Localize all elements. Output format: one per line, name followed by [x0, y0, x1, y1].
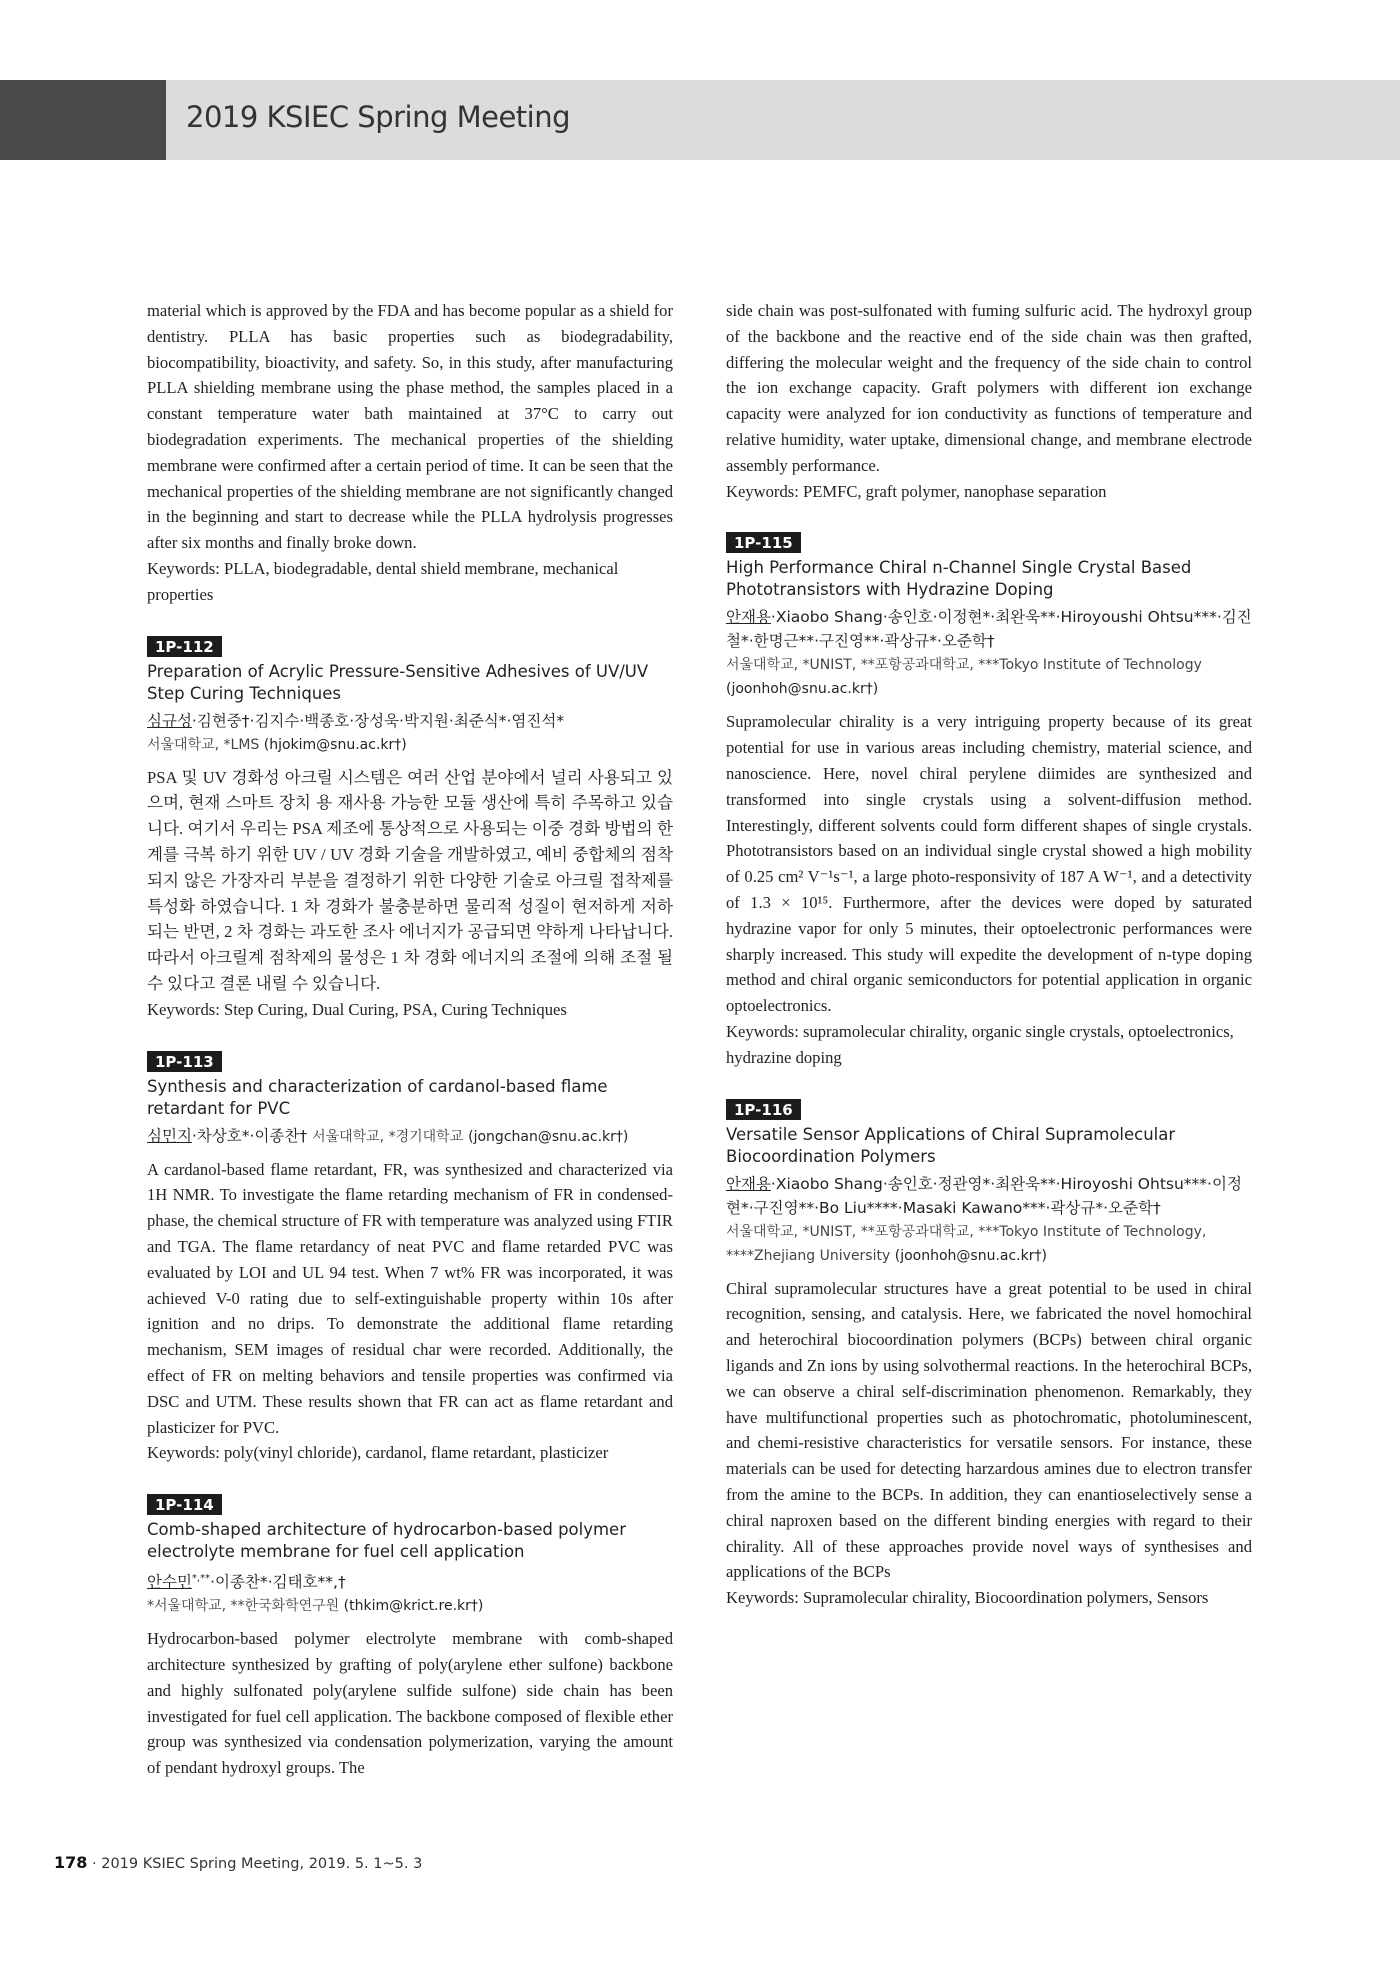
affiliation-text: 서울대학교, *LMS [147, 736, 260, 753]
abstract-body: A cardanol-based flame retardant, FR, was synthesized and characterized via 1H NMR. To investigate the flame retarding mechanism of FR in condensed-phase, the chemical structure of FR with temperature was analyzed using FTIR and TGA. The flame retardancy of neat PVC and flame retarded PVC was evaluated by LOI and UL 94 test. When 7 wt% FR was incorporated, it was achieved V-0 rating due to self-extinguishable property within 10s after ignition and no drips. To demonstrate the additional flame retarding mechanism, SEM images of residual char were recorded. Additionally, the effect of FR on melting behaviors and tensile properties was confirmed via DSC and UTM. These results shown that FR can act as flame retardant and plasticizer for PVC. [147, 1159, 673, 1437]
affiliation-text: *서울대학교, **한국화학연구원 [147, 1598, 340, 1615]
continued-abstract: side chain was post-sulfonated with fuming sulfuric acid. The hydroxyl group of the backbone and the reactive end of the side chain was then grafted, differing the molecular weight and the frequency of the side chain to control the ion exchange capacity. Graft polymers with different ion exchange capacity were analyzed for ion conductivity as functions of temperature and relative humidity, water uptake, dimensional change, and membrane electrode assembly performance. [726, 301, 1252, 475]
contact-email: (jongchan@snu.ac.kr†) [468, 1128, 629, 1145]
abstract-title: High Performance Chiral n-Channel Single Crystal Based Phototransistors with Hydrazine Doping [726, 558, 1192, 600]
presenter-name: 안재용 [726, 608, 771, 627]
affiliation [147, 733, 673, 757]
affiliation [726, 653, 1252, 701]
header-tab [0, 80, 166, 160]
section-1p-115 [726, 532, 1252, 1070]
presenter-name: 안재용 [726, 1174, 771, 1193]
abstract-body: Chiral supramolecular structures have a great potential to be used in chiral recognition, sensing, and catalysis. Here, we fabricated the novel homochiral and heterochiral biocoordination polymers (BCPs) between chiral organic ligands and Zn ions by using solvothermal reactions. In the heterochiral BCPs, we can observe a chiral self-discrimination phenomenon. Remarkably, they have multifunctional properties such as photochromatic, photoluminescent, and chemi-resistive characteristics for versatile sensors. For instance, these materials can be used for detecting harzardous amines due to electron transfer from the amine to the BCPs. In addition, they can enantioselectively sense a chiral naproxen based on the different binding energies with regard to their chirality. All of these approaches provide novel ways of synthesises and applications of the BCPs [726, 1278, 1252, 1582]
footer-text: · 2019 KSIEC Spring Meeting, 2019. 5. 1~5. 3 [87, 1856, 423, 1872]
right-column [726, 298, 1252, 1611]
abstract-keywords: Keywords: Supramolecular chirality, Biocoordination polymers, Sensors [726, 1588, 1209, 1608]
affiliation [726, 1220, 1252, 1268]
abstract-keywords: Keywords: Step Curing, Dual Curing, PSA, Curing Techniques [147, 999, 567, 1019]
authors [726, 1172, 1252, 1220]
section-1p-113 [147, 1051, 673, 1467]
affiliation-text: 서울대학교, *UNIST, **포항공과대학교, ***Tokyo Institute of Technology [726, 657, 1202, 674]
abstract-code: 1P-116 [726, 1099, 801, 1120]
page-footer [54, 1853, 422, 1872]
affiliation-text: 서울대학교, *UNIST, **포항공과대학교, ***Tokyo Institute of Technology, ****Zhejiang University [726, 1223, 1207, 1264]
authors [147, 1567, 673, 1594]
abstract-title: Synthesis and characterization of cardanol-based flame retardant for PVC [147, 1076, 608, 1118]
contact-email: (thkim@krict.re.kr†) [343, 1598, 484, 1615]
section-1p-114 [147, 1494, 673, 1781]
abstract-body: PSA 및 UV 경화성 아크릴 시스템은 여러 산업 분야에서 널리 사용되고 있으며, 현재 스마트 장치 용 재사용 가능한 모듈 생산에 특히 주목하고 있습니다. 여기서 우리는 PSA 제조에 통상적으로 사용되는 이중 경화 방법의 한계를 극복 하기 위한 UV / UV 경화 기술을 개발하였고, 예비 중합체의 점착되지 않은 가장자리 부분을 결정하기 위한 다양한 기술로 아크릴 접착제를 특성화 하였습니다. 1 차 경화가 불충분하면 물리적 성질이 현저하게 저하되는 반면, 2 차 경화는 과도한 조사 에너지가 공급되면 약하게 나타납니다. 따라서 아크릴계 점착제의 물성은 1 차 경화 에너지의 조절에 의해 조절 될 수 있다고 결론 내릴 수 있습니다. [147, 767, 673, 993]
abstract-title: Versatile Sensor Applications of Chiral Supramolecular Biocoordination Polymers [726, 1124, 1176, 1166]
abstract-body: Hydrocarbon-based polymer electrolyte membrane with comb-shaped architecture synthesized by grafting of poly(arylene ether sulfone) backbone and highly sulfonated poly(arylene sulfide sulfone) side chain has been investigated for fuel cell application. The backbone composed of flexible ether group was synthesized via condensation polymerization, varying the amount of pendant hydroxyl groups. The [147, 1629, 673, 1778]
abstract-code: 1P-114 [147, 1494, 222, 1515]
continued-keywords: Keywords: PLLA, biodegradable, dental shield membrane, mechanical properties [147, 558, 619, 604]
co-authors: ·차상호*·이종찬† [191, 1126, 308, 1145]
continued-keywords: Keywords: PEMFC, graft polymer, nanophase separation [726, 481, 1107, 501]
co-authors: ·이종찬*·김태호**,† [210, 1573, 346, 1592]
co-authors: ·Xiaobo Shang·송인호·이정현*·최완욱**·Hiroyoushi Ohtsu***·김진철*·한명근**·구진영**·곽상규*·오준학† [726, 608, 1252, 651]
presenter-superscript: *,** [191, 1573, 211, 1585]
abstract-keywords: Keywords: supramolecular chirality, organic single crystals, optoelectronics, hydrazine doping [726, 1021, 1234, 1067]
abstract-code: 1P-115 [726, 532, 801, 553]
contact-email: (joonhoh@snu.ac.kr†) [894, 1247, 1047, 1264]
presenter-name: 심규성 [147, 711, 192, 730]
page-number: 178 [54, 1853, 88, 1872]
abstract-code: 1P-113 [147, 1051, 222, 1072]
authors [147, 709, 673, 733]
section-1p-112 [147, 636, 673, 1023]
authors [726, 605, 1252, 653]
abstract-code: 1P-112 [147, 636, 222, 657]
co-authors: ·Xiaobo Shang·송인호·정관영*·최완욱**·Hiroyoshi Ohtsu***·이정현*·구진영**·Bo Liu****·Masaki Kawano***·곽상규*·오준학† [726, 1174, 1242, 1217]
left-column [147, 298, 673, 1781]
abstract-title: Comb-shaped architecture of hydrocarbon-based polymer electrolyte membrane for fuel cell application [147, 1520, 626, 1562]
presenter-name: 안수민 [147, 1573, 192, 1592]
abstract-keywords: Keywords: poly(vinyl chloride), cardanol, flame retardant, plasticizer [147, 1443, 609, 1463]
section-1p-116 [726, 1099, 1252, 1611]
page-header-title: 2019 KSIEC Spring Meeting [186, 100, 571, 134]
contact-email: (hjokim@snu.ac.kr†) [263, 736, 407, 753]
presenter-name: 심민지 [147, 1126, 192, 1145]
continued-abstract: material which is approved by the FDA and has become popular as a shield for dentistry. PLLA has basic properties such as biodegradability, biocompatibility, bioactivity, and safety. So, in this study, after manufacturing PLLA shielding membrane using the phase method, the samples placed in a constant temperature water bath maintained at 37°C to carry out biodegradation experiments. The mechanical properties of the shielding membrane were confirmed after a certain period of time. It can be seen that the mechanical properties of the shielding membrane are not significantly changed in the beginning and start to decrease while the PLLA hydrolysis progresses after six months and finally broke down. [147, 301, 673, 553]
affiliation-text: 서울대학교, *경기대학교 [312, 1128, 464, 1145]
affiliation [147, 1594, 673, 1618]
co-authors: ·김현중†·김지수·백종호·장성욱·박지원·최준식*·염진석* [191, 711, 565, 730]
abstract-body: Supramolecular chirality is a very intriguing property because of its great potential for use in various areas including chemistry, material science, and nanoscience. Here, novel chiral perylene diimides are synthesized and transformed into single crystals using a solvent-diffusion method. Interestingly, different solvents could form different shapes of single crystals. Phototransistors based on an individual single crystal showed a high mobility of 0.25 cm² V⁻¹s⁻¹, a large photo-responsivity of 187 A W⁻¹, and a detectivity of 1.3 × 10¹⁵. Furthermore, after the devices were doped by saturated hydrazine vapor for only 5 minutes, their optoelectronic performances were sharply increased. This study will expedite the development of n-type doping method and chiral organic semiconductors for potential application in organic optoelectronics. [726, 712, 1252, 1016]
authors [147, 1124, 673, 1149]
abstract-title: Preparation of Acrylic Pressure-Sensitive Adhesives of UV/UV Step Curing Techniques [147, 661, 649, 703]
contact-email: (joonhoh@snu.ac.kr†) [726, 681, 879, 698]
